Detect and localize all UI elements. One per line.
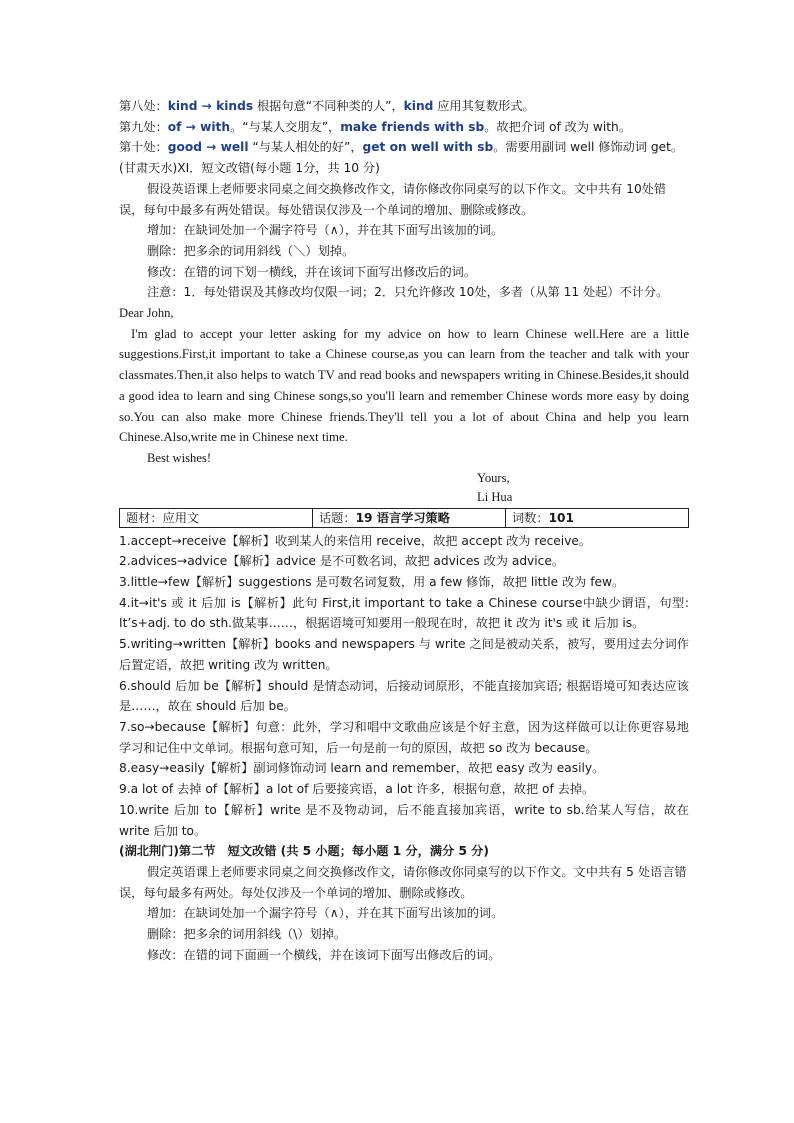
answer-item-6: 6.should 后加 be【解析】should 是情态动词，后接动词原形，不能直接加宾语; 根据语境可知表达应该是……，故在 should 后加 be。 — [119, 678, 689, 714]
document-page — [119, 96, 689, 965]
genre-cell: 题材：应用文 — [120, 508, 313, 527]
answer-item-9: 9.a lot of 去掉 of【解析】a lot of 后要接宾语，a lot 许多，根据句意，故把 of 去掉。 — [119, 782, 595, 797]
answer-10-line: 第十处：good → well “与某人相处的好”，get on well with sb。需要用副词 well 修饰动词 get。 — [119, 140, 684, 155]
letter-closing: Best wishes! — [147, 450, 212, 465]
answer-item-3: 3.little→few【解析】suggestions 是可数名词复数，用 a few 修饰，故把 little 改为 few。 — [119, 575, 625, 590]
letter-sign-yours: Yours, — [477, 470, 510, 485]
topic-cell: 话题：19 语言学习策略 — [313, 508, 506, 527]
letter-salutation: Dear John, — [119, 306, 174, 321]
section1-instruction-add: 增加：在缺词处加一个漏字符号（∧），并在其下面写出该加的词。 — [147, 223, 504, 238]
previous-answers — [119, 96, 689, 158]
answer-item-4: 4.it→it's 或 it 后加 is【解析】此句 First,it important to take a Chinese course中缺少谓语，句型: It’s+adj. to do sth.做某事……，根据语境可知要用一般现在时，故把 it 改为 it's 或 it 后加 is。 — [119, 595, 689, 631]
answer-list — [119, 531, 689, 842]
meta-table — [119, 508, 689, 528]
letter-sign-name: Li Hua — [477, 489, 513, 504]
answer-8-line: 第八处：kind → kinds 根据句意“不同种类的人”，kind 应用其复数形式。 — [119, 99, 535, 113]
section2-instruction-add: 增加：在缺词处加一个漏字符号（∧），并在其下面写出该加的词。 — [147, 906, 504, 921]
section1-instruction-1: 假设英语课上老师要求同桌之间交换修改作文，请你修改你同桌写的以下作文。文中共有 10处错误，每句中最多有两处错误。每处错误仅涉及一个单词的增加、删除或修改。 — [119, 181, 667, 217]
answer-item-5: 5.writing→written【解析】books and newspapers 与 write 之间是被动关系，被写，要用过去分词作后置定语，故把 writing 改为 written。 — [119, 637, 689, 672]
answer-item-8: 8.easy→easily【解析】副词修饰动词 learn and remember，故把 easy 改为 easily。 — [119, 761, 605, 776]
answer-9-line: 第九处：of → with。“与某人交朋友”，make friends with sb。故把介词 of 改为 with。 — [119, 119, 631, 134]
answer-item-7: 7.so→because【解析】句意：此外，学习和唱中文歌曲应该是个好主意，因为这样做可以让你更容易地学习和记住中文单词。根据句意可知，后一句是前一句的原因，故把 so 改为 because。 — [119, 719, 689, 755]
section2-instruction-delete: 删除：把多余的词用斜线（\）划掉。 — [147, 927, 347, 942]
section2-instruction-modify: 修改：在错的词下面画一个横线，并在该词下面写出修改后的词。 — [147, 947, 501, 962]
section2-instruction-1: 假定英语课上老师要求同桌之间交换修改作文，请你修改你同桌写的以下作文。文中共有 5 处语言错误，每句最多有两处。每处仅涉及一个单词的增加、删除或修改。 — [119, 864, 687, 900]
section1-instruction-delete: 删除：把多余的词用斜线（＼）划掉。 — [147, 243, 355, 258]
section2-heading: (湖北荆门)第二节 短文改错 (共 5 小题；每小题 1 分，满分 5 分) — [119, 844, 489, 859]
word-count-cell: 词数：101 — [506, 508, 689, 527]
answer-item-2: 2.advices→advice【解析】advice 是不可数名词，故把 advices 改为 advice。 — [119, 554, 565, 569]
answer-item-1: 1.accept→receive【解析】收到某人的来信用 receive，故把 accept 改为 receive。 — [119, 533, 592, 548]
section1-instruction-modify: 修改：在错的词下划一横线，并在该词下面写出修改后的词。 — [147, 264, 477, 279]
letter-body: I'm glad to accept your letter asking for my advice on how to learn Chinese well.Here are a little suggestions.First,it important to take a Chinese course,as you can learn from the teacher and talk with your classmates.Then,it also helps to watch TV and read books and newspapers writing in Chinese.Besides,it should a good idea to learn and sing Chinese songs,so you'll learn and remember Chinese words more easy by doing so.You can also make more Chinese friends.They'll tell you a lot of about China and help you learn Chinese.Also,write me in Chinese next time. — [119, 326, 689, 445]
section1-instruction-note: 注意：1．每处错误及其修改均仅限一词；2．只允许修改 10处，多者（从第 11 处起）不计分。 — [147, 285, 669, 300]
section1-heading: (甘肃天水)XI．短文改错(每小题 1分，共 10 分) — [119, 161, 380, 176]
answer-item-10: 10.write 后加 to【解析】write 是不及物动词，后不能直接加宾语，write to sb.给某人写信，故在 write 后加 to。 — [119, 802, 689, 838]
